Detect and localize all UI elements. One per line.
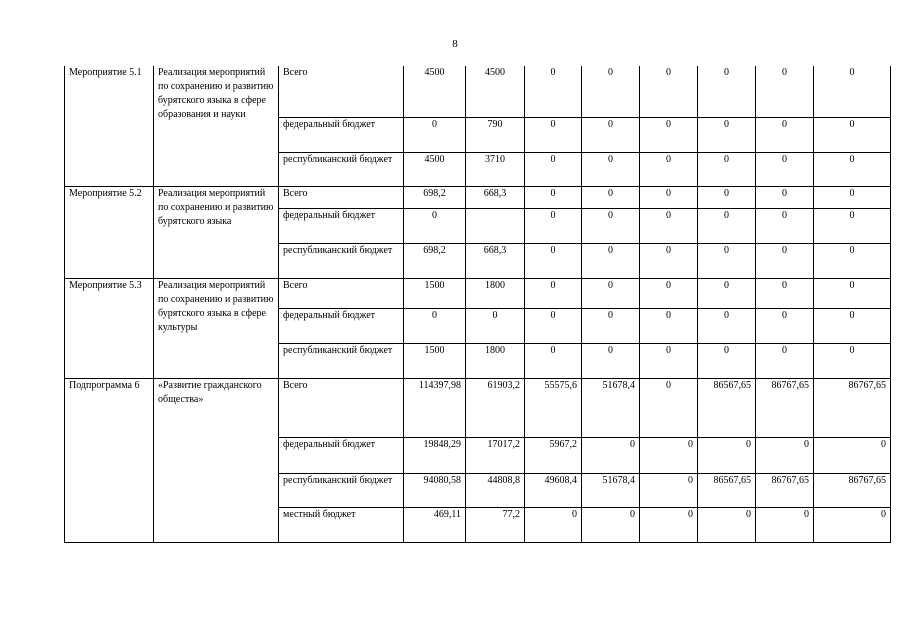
value-cell: 0 <box>698 437 756 473</box>
value-cell: 0 <box>756 308 814 343</box>
value-cell: 0 <box>525 208 582 243</box>
value-cell: 0 <box>582 343 640 378</box>
value-cell: 0 <box>525 186 582 208</box>
value-cell: 0 <box>814 437 891 473</box>
value-cell: 17017,2 <box>466 437 525 473</box>
page-number: 8 <box>452 38 458 50</box>
value-cell: 86567,65 <box>698 473 756 507</box>
value-cell: 51678,4 <box>582 378 640 437</box>
value-cell: 0 <box>698 152 756 186</box>
value-cell: 0 <box>582 66 640 117</box>
funding-source: местный бюджет <box>279 507 404 542</box>
value-cell: 0 <box>404 308 466 343</box>
value-cell: 0 <box>404 117 466 152</box>
value-cell: 44808,8 <box>466 473 525 507</box>
value-cell: 0 <box>814 343 891 378</box>
value-cell: 86767,65 <box>756 473 814 507</box>
value-cell: 0 <box>698 117 756 152</box>
activity-description: Реализация мероприятий по сохранению и развитию бурятского языка в сфере образования и науки <box>154 66 279 186</box>
value-cell: 0 <box>582 243 640 278</box>
value-cell: 0 <box>404 208 466 243</box>
value-cell: 0 <box>814 186 891 208</box>
value-cell: 19848,29 <box>404 437 466 473</box>
value-cell: 0 <box>582 152 640 186</box>
value-cell: 668,3 <box>466 186 525 208</box>
value-cell: 0 <box>698 243 756 278</box>
value-cell: 0 <box>640 186 698 208</box>
funding-source: республиканский бюджет <box>279 243 404 278</box>
value-cell: 55575,6 <box>525 378 582 437</box>
value-cell: 0 <box>525 308 582 343</box>
value-cell: 94080,58 <box>404 473 466 507</box>
value-cell: 0 <box>814 507 891 542</box>
value-cell: 0 <box>640 308 698 343</box>
value-cell: 3710 <box>466 152 525 186</box>
value-cell: 0 <box>640 378 698 437</box>
activity-name: Подпрограмма 6 <box>65 378 154 542</box>
value-cell: 0 <box>814 152 891 186</box>
funding-source: республиканский бюджет <box>279 473 404 507</box>
value-cell: 0 <box>525 152 582 186</box>
value-cell: 668,3 <box>466 243 525 278</box>
funding-source: федеральный бюджет <box>279 117 404 152</box>
table-row <box>65 378 891 437</box>
value-cell: 0 <box>756 243 814 278</box>
value-cell: 0 <box>756 507 814 542</box>
value-cell: 0 <box>756 343 814 378</box>
value-cell: 698,2 <box>404 243 466 278</box>
value-cell: 1500 <box>404 343 466 378</box>
value-cell: 5967,2 <box>525 437 582 473</box>
value-cell: 0 <box>640 152 698 186</box>
activity-name: Мероприятие 5.1 <box>65 66 154 186</box>
value-cell: 0 <box>698 343 756 378</box>
value-cell: 4500 <box>466 66 525 117</box>
value-cell: 790 <box>466 117 525 152</box>
value-cell: 0 <box>525 507 582 542</box>
value-cell: 0 <box>698 66 756 117</box>
funding-source: республиканский бюджет <box>279 343 404 378</box>
value-cell: 0 <box>756 152 814 186</box>
funding-source: Всего <box>279 186 404 208</box>
value-cell: 0 <box>756 117 814 152</box>
value-cell: 51678,4 <box>582 473 640 507</box>
funding-source: Всего <box>279 66 404 117</box>
value-cell: 1800 <box>466 343 525 378</box>
value-cell: 0 <box>640 278 698 308</box>
value-cell: 0 <box>640 117 698 152</box>
value-cell: 86767,65 <box>814 378 891 437</box>
value-cell: 1500 <box>404 278 466 308</box>
value-cell: 0 <box>640 243 698 278</box>
budget-table <box>64 66 891 543</box>
funding-source: федеральный бюджет <box>279 208 404 243</box>
value-cell: 0 <box>525 117 582 152</box>
value-cell: 0 <box>814 308 891 343</box>
activity-description: «Развитие гражданского общества» <box>154 378 279 542</box>
value-cell: 0 <box>582 208 640 243</box>
value-cell: 0 <box>525 243 582 278</box>
value-cell: 0 <box>814 117 891 152</box>
value-cell: 0 <box>582 186 640 208</box>
value-cell: 698,2 <box>404 186 466 208</box>
value-cell: 0 <box>814 243 891 278</box>
value-cell: 0 <box>640 66 698 117</box>
value-cell: 0 <box>640 473 698 507</box>
value-cell: 0 <box>698 308 756 343</box>
value-cell: 0 <box>640 507 698 542</box>
value-cell: 0 <box>582 507 640 542</box>
table-row <box>65 186 891 208</box>
value-cell: 0 <box>756 278 814 308</box>
value-cell: 0 <box>582 278 640 308</box>
value-cell: 0 <box>756 66 814 117</box>
value-cell: 0 <box>698 186 756 208</box>
value-cell: 0 <box>814 66 891 117</box>
value-cell: 469,11 <box>404 507 466 542</box>
funding-source: Всего <box>279 378 404 437</box>
value-cell: 114397,98 <box>404 378 466 437</box>
value-cell: 0 <box>640 437 698 473</box>
table-row <box>65 66 891 117</box>
value-cell: 86767,65 <box>814 473 891 507</box>
value-cell: 0 <box>756 186 814 208</box>
value-cell: 77,2 <box>466 507 525 542</box>
value-cell: 61903,2 <box>466 378 525 437</box>
value-cell: 0 <box>698 208 756 243</box>
value-cell: 0 <box>698 507 756 542</box>
value-cell: 0 <box>525 278 582 308</box>
value-cell: 0 <box>466 308 525 343</box>
value-cell: 0 <box>582 308 640 343</box>
activity-description: Реализация мероприятий по сохранению и развитию бурятского языка в сфере культуры <box>154 278 279 378</box>
value-cell: 0 <box>582 117 640 152</box>
activity-description: Реализация мероприятий по сохранению и развитию бурятского языка <box>154 186 279 278</box>
value-cell: 0 <box>640 343 698 378</box>
value-cell: 4500 <box>404 66 466 117</box>
value-cell: 0 <box>525 66 582 117</box>
value-cell: 0 <box>640 208 698 243</box>
value-cell: 0 <box>756 437 814 473</box>
value-cell: 0 <box>582 437 640 473</box>
funding-source: федеральный бюджет <box>279 437 404 473</box>
funding-source: федеральный бюджет <box>279 308 404 343</box>
value-cell: 0 <box>756 208 814 243</box>
value-cell: 0 <box>814 278 891 308</box>
value-cell: 0 <box>525 343 582 378</box>
value-cell: 1800 <box>466 278 525 308</box>
funding-source: республиканский бюджет <box>279 152 404 186</box>
value-cell: 49608,4 <box>525 473 582 507</box>
value-cell: 86767,65 <box>756 378 814 437</box>
activity-name: Мероприятие 5.3 <box>65 278 154 378</box>
value-cell <box>466 208 525 243</box>
activity-name: Мероприятие 5.2 <box>65 186 154 278</box>
value-cell: 86567,65 <box>698 378 756 437</box>
value-cell: 0 <box>698 278 756 308</box>
value-cell: 0 <box>814 208 891 243</box>
value-cell: 4500 <box>404 152 466 186</box>
funding-source: Всего <box>279 278 404 308</box>
table-row <box>65 278 891 308</box>
